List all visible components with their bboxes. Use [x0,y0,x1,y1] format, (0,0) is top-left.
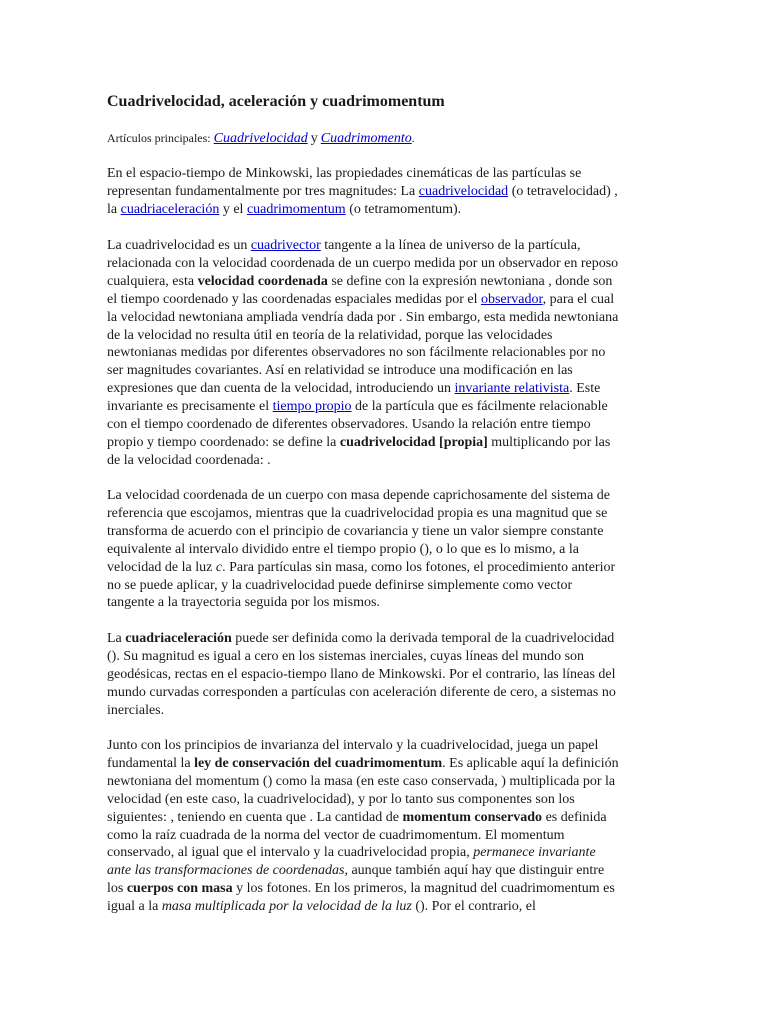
p2-line-3-text: cualquiera, esta [107,273,198,289]
p2-line-4-tail: , para el cual [542,291,615,307]
p5-line-10-text: igual a la [107,899,162,915]
link-cuadrimomento-main[interactable] [321,131,412,146]
p1-line-1: En el espacio-tiempo de Minkowski, las propiedades cinemáticas de las partículas se [107,166,582,181]
paragraph-3 [107,487,663,612]
p4-line-1-text: La [107,631,126,646]
p3-line-7: tangente a la trayectoria seguida por los mismos. [107,595,380,611]
p3-line-6: no se puede aplicar, y la cuadrivelocidad puede definirse simplemente como vector [107,577,573,593]
paragraph-4 [107,630,663,720]
paragraph-1 [107,165,663,219]
p5-line-5-tail: es definida [542,809,607,825]
p2-line-9-tail: . Este [569,381,601,397]
p2-line-4 [107,291,663,309]
p2-line-12-text: propio y tiempo coordenado: se define la [107,434,340,450]
p2-line-1 [107,237,663,255]
link-cuadrivelocidad-main[interactable] [214,131,308,146]
paragraph-2 [107,237,663,470]
link-observador[interactable]: observador [480,291,543,307]
p4-line-1 [107,630,663,648]
p1-line-3-text: la [107,201,121,217]
p1-line-2-text: representan fundamentalmente por tres magnitudes: La [107,183,419,199]
p2-line-2: relacionada con la velocidad coordenada de un cuerpo medida por un observador en reposo [107,255,619,271]
p1-line-3-mid: y el [219,201,247,217]
link-cuadrivelocidad[interactable]: cuadrivelocidad [418,183,509,199]
p5-line-7-text: conservado, al igual que el intervalo y la cuadrivelocidad propia, [107,845,474,861]
p2-line-9 [107,380,663,398]
p5-line-8-tail: , aunque también aquí hay que distinguir entre [344,863,605,879]
p5-line-4: velocidad (en este caso, la cuadrivelocidad), y por lo tanto sus componentes son los [107,791,575,807]
p5-line-5-text: siguientes: , teniendo en cuenta que . La cantidad de [107,809,403,825]
link-cuadrivector[interactable]: cuadrivector [250,238,321,253]
emphasis-masa-velocidad-luz: masa multiplicada por la velocidad de la luz [161,899,412,915]
p5-line-6: como la raíz cuadrada de la norma del vector de cuadrimomentum. El momentum [107,827,565,843]
p4-line-4: mundo curvadas corresponden a partículas con aceleración diferente de cero, a sistemas no [107,684,616,700]
p2-line-1-text: La cuadrivelocidad es un [107,238,251,253]
term-cuadriaceleracion: cuadriaceleración [125,631,232,646]
p5-line-7 [107,844,663,862]
p2-line-7: newtonianas medidas por diferentes observadores no son fácilmente relacionables por no [107,345,606,361]
p2-line-8: ser magnitudes covariantes. Así en relatividad se introduce una modificación en las [107,363,573,379]
main-articles-note [107,129,415,148]
p1-line-3-tail: (o tetramomentum). [345,201,462,217]
p3-line-5 [107,559,663,577]
term-cuerpos-con-masa: cuerpos con masa [126,881,233,897]
emphasis-transformaciones: ante las transformaciones de coordenadas [107,863,345,879]
conj-text: y [310,131,318,146]
period: . [411,131,415,145]
paragraph-5 [107,737,663,916]
p5-line-10 [107,898,663,916]
p5-line-1: Junto con los principios de invarianza del intervalo y la cuadrivelocidad, juega un papel [107,738,599,753]
main-articles-label: Artículos principales: [107,131,211,145]
term-ley-conservacion: ley de conservación del cuadrimomentum [194,755,443,771]
p5-line-2-tail: . Es aplicable aquí la definición [442,755,619,771]
p2-line-10-tail: de la partícula que es fácilmente relacionable [351,399,608,415]
p5-line-10-tail: (). Por el contrario, el [411,899,536,915]
p2-line-5: la velocidad newtoniana ampliada vendría dada por . Sin embargo, esta medida newtoniana [107,309,619,325]
link-cuadrimomentum[interactable]: cuadrimomentum [246,201,346,217]
p1-line-3 [107,201,663,219]
p2-line-6: de la velocidad no resulta útil en teoría de la relatividad, porque las velocidades [107,327,553,343]
p5-line-2-text: fundamental la [107,755,195,771]
p5-line-9-tail: y los fotones. En los primeros, la magnitud del cuadrimomentum es [232,881,615,897]
p3-line-3: transforma de acuerdo con el principio de covariancia y tiene un valor siempre constante [107,523,604,539]
p4-line-1-tail: puede ser definida como la derivada temporal de la cuadrivelocidad [231,631,615,646]
p3-line-2: referencia que escojamos, mientras que la cuadrivelocidad propia es una magnitud que se [107,505,608,521]
p4-line-3: geodésicas, rectas en el espacio-tiempo llano de Minkowski. Por el contrario, las líneas del [107,666,616,682]
p2-line-13: de la velocidad coordenada: . [107,452,271,468]
link-tiempo-propio[interactable]: tiempo propio [272,399,352,415]
link-cuadrivelocidad-main-text: Cuadrivelocidad [213,131,308,146]
p2-line-4-text: el tiempo coordenado y las coordenadas espaciales medidas por el [107,291,481,307]
p5-line-3: newtoniana del momentum () como la masa (en este caso conservada, ) multiplicada por la [107,773,616,789]
term-velocidad-coordenada: velocidad coordenada [197,273,328,289]
p2-line-3 [107,273,663,291]
p1-line-2-tail: (o tetravelocidad) , [508,183,618,199]
p2-line-3-tail: se define con la expresión newtoniana , donde son [327,273,613,289]
term-momentum-conservado: momentum conservado [402,809,543,825]
p5-line-9 [107,880,663,898]
section-title: Cuadrivelocidad, aceleración y cuadrimomentum [107,93,445,110]
p3-line-4: equivalente al intervalo dividido entre el tiempo propio (), o lo que es lo mismo, a la [107,541,579,557]
p3-line-5-tail: . Para partículas sin masa, como los fotones, el procedimiento anterior [222,559,616,575]
p1-line-2 [107,183,663,201]
p2-line-12-tail: multiplicando por las [487,434,611,450]
link-cuadriaceleracion[interactable]: cuadriaceleración [120,201,220,217]
p3-line-5-text: velocidad de la luz [107,559,216,575]
p5-line-8 [107,862,663,880]
symbol-c: c [215,559,223,575]
link-cuadrimomento-main-text: Cuadrimomento [320,131,412,146]
p2-line-1-tail: tangente a la línea de universo de la partícula, [320,238,581,253]
p3-line-1: La velocidad coordenada de un cuerpo con masa depende caprichosamente del sistema de [107,488,611,503]
p2-line-10 [107,398,663,416]
p5-line-2 [107,755,663,773]
p2-line-10-text: invariante es precisamente el [107,399,273,415]
emphasis-invariante: permanece invariante [473,845,596,861]
p4-line-2: (). Su magnitud es igual a cero en los sistemas inerciales, cuyas líneas del mundo son [107,648,585,664]
link-invariante-relativista[interactable]: invariante relativista [454,381,570,397]
p2-line-9-text: expresiones que dan cuenta de la velocidad, introduciendo un [107,381,455,397]
p5-line-5 [107,809,663,827]
p4-line-5: inerciales. [107,702,165,718]
p2-line-11: con el tiempo coordenado de diferentes observadores. Usando la relación entre tiempo [107,417,591,433]
p2-line-12 [107,434,663,452]
term-cuadrivelocidad-propia: cuadrivelocidad [propia] [339,434,488,450]
p5-line-9-text: los [107,881,127,897]
